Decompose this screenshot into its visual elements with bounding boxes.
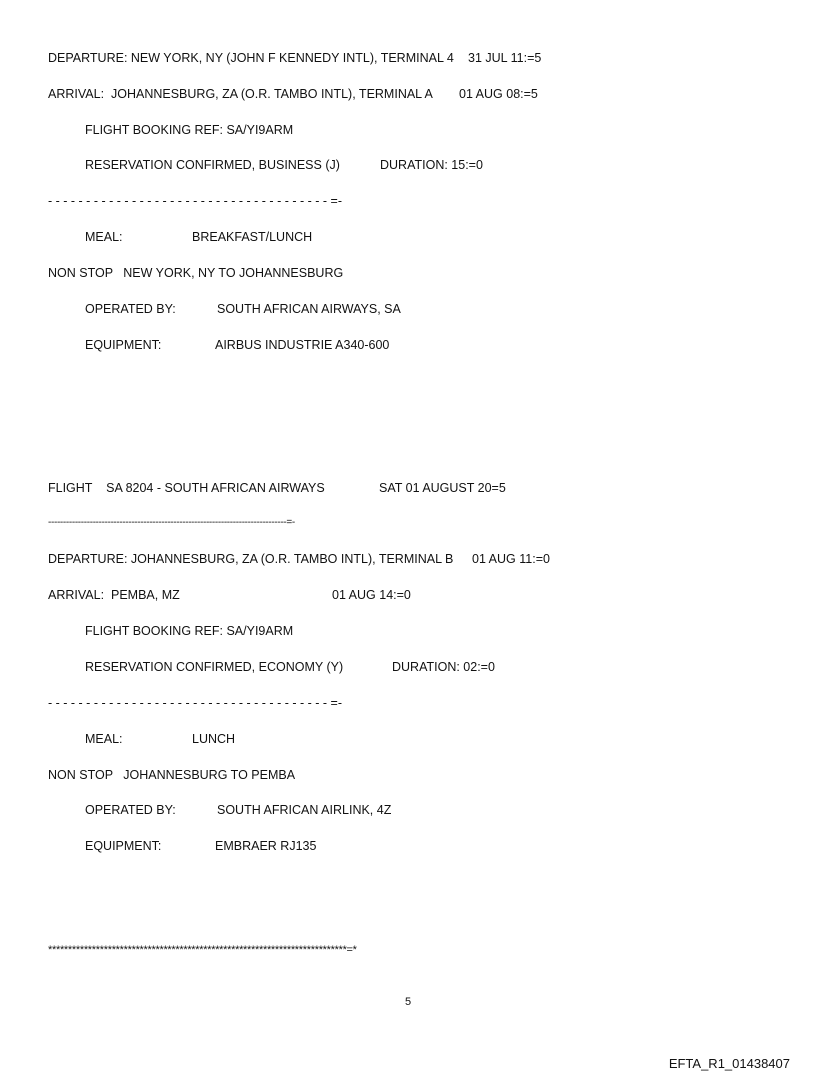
seg1-equipment-value: AIRBUS INDUSTRIE A340-600 bbox=[215, 338, 390, 352]
seg2-arrival-time: 01 AUG 14:=0 bbox=[332, 588, 411, 602]
footer-stars-separator: ***************************************************************************=* bbox=[48, 944, 357, 956]
bates-number: EFTA_R1_01438407 bbox=[668, 1056, 790, 1071]
seg1-equipment-label: EQUIPMENT: bbox=[85, 338, 162, 352]
seg2-equipment-value: EMBRAER RJ135 bbox=[215, 839, 317, 853]
seg2-duration: DURATION: 02:=0 bbox=[392, 660, 495, 674]
seg1-meal-value: BREAKFAST/LUNCH bbox=[192, 230, 313, 244]
seg1-separator: - - - - - - - - - - - - - - - - - - - - - - - - - - - - - - - - - - - - - =- bbox=[48, 194, 342, 208]
seg2-reservation: RESERVATION CONFIRMED, ECONOMY (Y) bbox=[85, 660, 344, 674]
seg1-operated-label: OPERATED BY: bbox=[85, 302, 176, 316]
seg2-departure: DEPARTURE: JOHANNESBURG, ZA (O.R. TAMBO INTL), TERMINAL B bbox=[48, 552, 454, 566]
seg2-operated-label: OPERATED BY: bbox=[85, 803, 176, 817]
seg1-meal-label: MEAL: bbox=[85, 230, 123, 244]
seg2-flight: FLIGHT SA 8204 - SOUTH AFRICAN AIRWAYS bbox=[48, 481, 325, 495]
seg1-nonstop: NON STOP NEW YORK, NY TO JOHANNESBURG bbox=[48, 266, 344, 280]
seg1-booking-ref: FLIGHT BOOKING REF: SA/YI9ARM bbox=[85, 123, 294, 137]
seg2-meal-value: LUNCH bbox=[192, 732, 236, 746]
seg2-booking-ref: FLIGHT BOOKING REF: SA/YI9ARM bbox=[85, 624, 294, 638]
page-number: 5 bbox=[404, 996, 412, 1008]
seg1-operated-value: SOUTH AFRICAN AIRWAYS, SA bbox=[217, 302, 401, 316]
seg1-arrival-time: 01 AUG 08:=5 bbox=[459, 87, 538, 101]
seg2-meal-label: MEAL: bbox=[85, 732, 123, 746]
seg2-departure-time: 01 AUG 11:=0 bbox=[472, 552, 550, 566]
seg1-reservation: RESERVATION CONFIRMED, BUSINESS (J) bbox=[85, 158, 340, 172]
seg2-header-separator: --------------------------------------------------------------------------------=- bbox=[48, 517, 295, 528]
seg1-duration: DURATION: 15:=0 bbox=[380, 158, 483, 172]
seg2-operated-value: SOUTH AFRICAN AIRLINK, 4Z bbox=[217, 803, 392, 817]
seg1-departure-time: 31 JUL 11:=5 bbox=[468, 51, 542, 65]
seg2-nonstop: NON STOP JOHANNESBURG TO PEMBA bbox=[48, 768, 296, 782]
seg1-arrival: ARRIVAL: JOHANNESBURG, ZA (O.R. TAMBO INTL), TERMINAL A bbox=[48, 87, 433, 101]
seg1-departure: DEPARTURE: NEW YORK, NY (JOHN F KENNEDY INTL), TERMINAL 4 bbox=[48, 51, 454, 65]
seg2-separator: - - - - - - - - - - - - - - - - - - - - - - - - - - - - - - - - - - - - - =- bbox=[48, 696, 342, 710]
seg2-flight-date: SAT 01 AUGUST 20=5 bbox=[379, 481, 506, 495]
seg2-equipment-label: EQUIPMENT: bbox=[85, 839, 162, 853]
seg2-arrival: ARRIVAL: PEMBA, MZ bbox=[48, 588, 180, 602]
